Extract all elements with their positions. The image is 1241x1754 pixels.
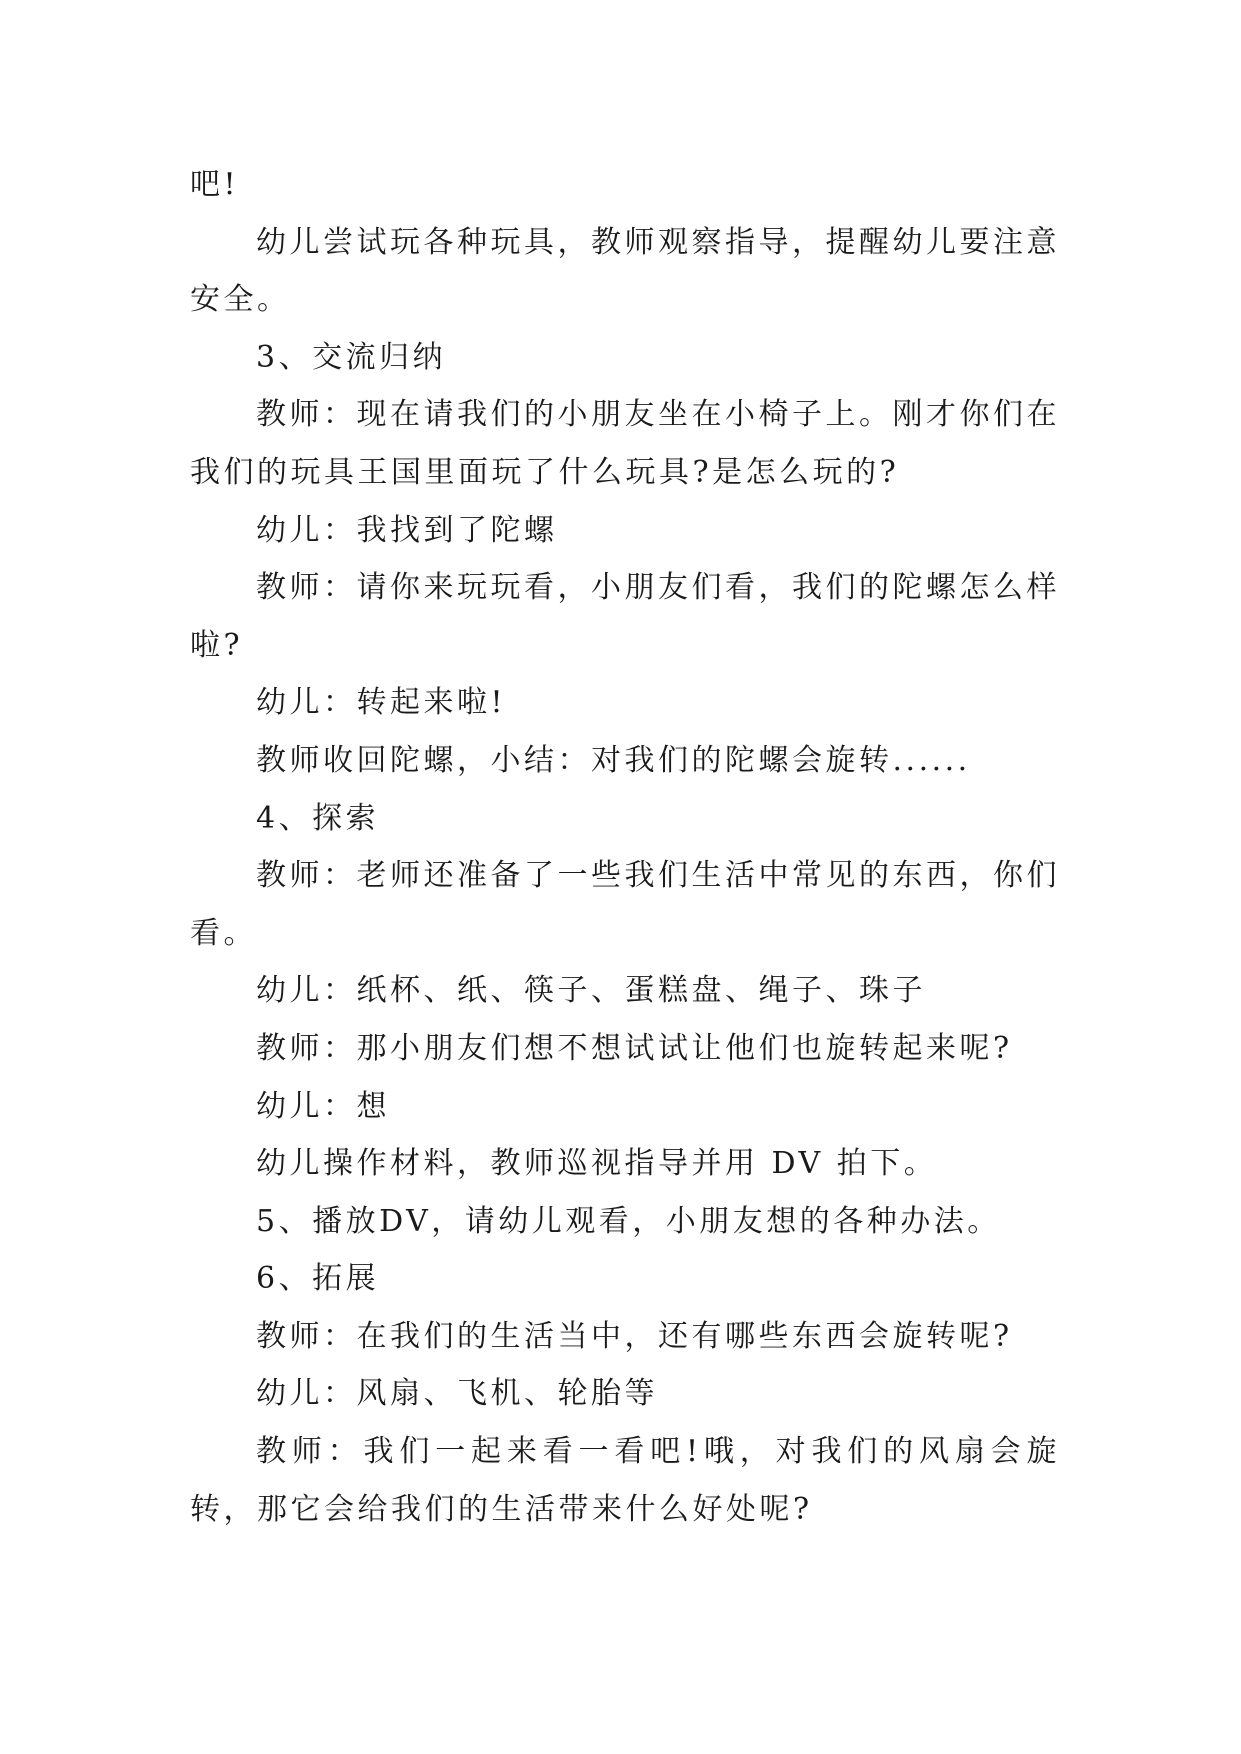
paragraph: 吧! [190, 167, 240, 202]
paragraph: 幼儿：风扇、飞机、轮胎等 [256, 1376, 658, 1412]
paragraph: 教师：老师还准备了一些我们生活中常见的东西，你们看。 [190, 858, 1060, 951]
section-heading: 6、拓展 [256, 1261, 380, 1297]
paragraph: 幼儿：我找到了陀螺 [256, 512, 558, 548]
paragraph: 幼儿操作材料，教师巡视指导并用 DV 拍下。 [256, 1146, 938, 1182]
paragraph: 教师：我们一起来看一看吧!哦，对我们的风扇会旋转，那它会给我们的生活带来什么好处呢? [190, 1434, 1060, 1527]
paragraph: 教师：现在请我们的小朋友坐在小椅子上。刚才你们在我们的玩具王国里面玩了什么玩具?是怎么玩的? [190, 397, 1060, 490]
paragraph: 教师：那小朋友们想不想试试让他们也旋转起来呢? [256, 1030, 1013, 1066]
paragraph: 教师收回陀螺，小结：对我们的陀螺会旋转...... [256, 742, 971, 778]
paragraph: 幼儿：想 [256, 1088, 390, 1124]
section-heading: 5、播放DV，请幼儿观看，小朋友想的各种办法。 [256, 1203, 1001, 1239]
paragraph: 幼儿尝试玩各种玩具，教师观察指导，提醒幼儿要注意安全。 [190, 224, 1060, 318]
paragraph: 教师：在我们的生活当中，还有哪些东西会旋转呢? [256, 1318, 1013, 1354]
paragraph: 幼儿：转起来啦! [256, 685, 507, 721]
document-body [190, 156, 1060, 1538]
section-heading: 3、交流归纳 [256, 339, 447, 375]
paragraph: 教师：请你来玩玩看，小朋友们看，我们的陀螺怎么样啦? [190, 570, 1060, 663]
section-heading: 4、探索 [256, 800, 380, 836]
paragraph: 幼儿：纸杯、纸、筷子、蛋糕盘、绳子、珠子 [256, 973, 926, 1009]
